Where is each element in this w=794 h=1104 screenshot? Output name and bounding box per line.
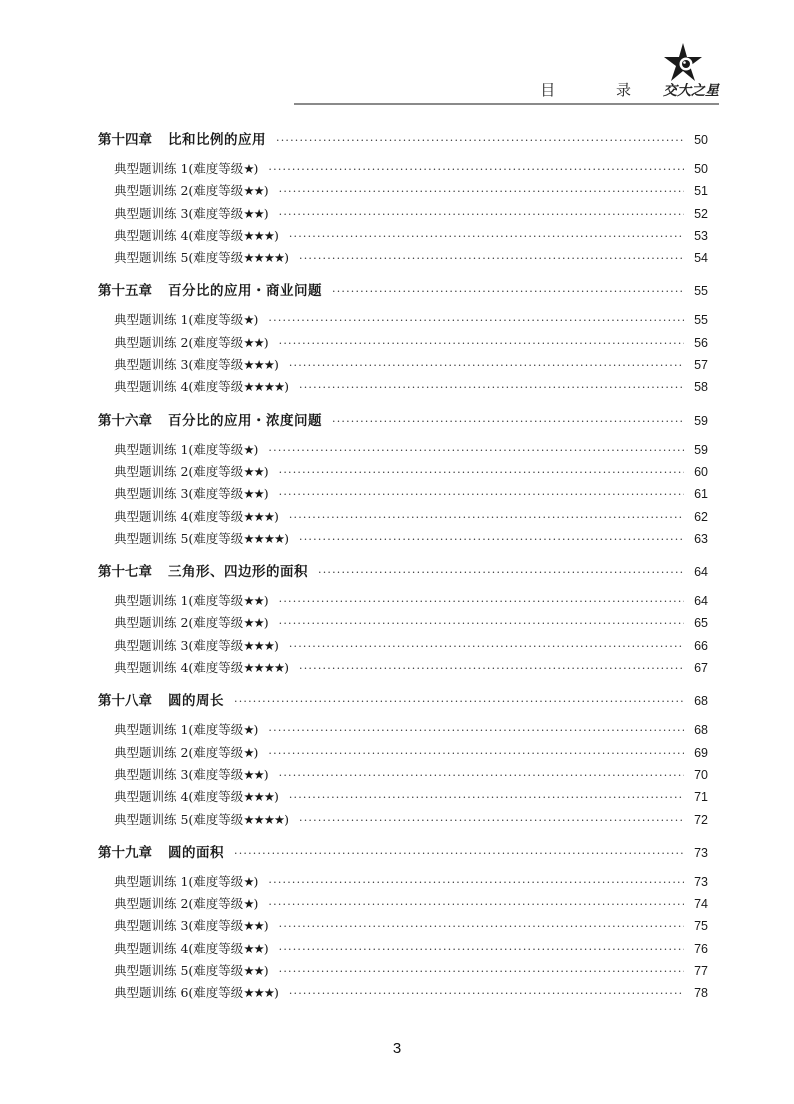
exercise-label-close: ) [253,722,259,738]
dot-leader [279,591,684,613]
exercise-entry[interactable] [98,354,708,376]
chapter-page-number: 64 [694,565,708,580]
dot-leader [289,226,684,248]
exercise-entry[interactable] [98,742,708,764]
exercise-page-number: 68 [694,723,708,738]
dot-leader [299,810,684,832]
dot-leader [279,613,684,635]
page-number: 3 [392,1040,402,1057]
exercise-page-number: 56 [694,335,708,350]
dot-leader [268,872,684,894]
chapter-entry[interactable] [98,409,708,433]
dot-leader [279,939,684,961]
exercise-entry[interactable] [98,590,708,612]
exercise-label-close: ) [273,227,279,243]
chapter-number: 第十八章 [98,693,152,710]
exercise-page-number: 74 [694,897,708,912]
dot-leader [289,507,684,529]
dot-leader [268,159,684,181]
exercise-label-close: ) [263,486,269,502]
exercise-label-close: ) [284,811,290,827]
exercise-label: 典型题训练 4(难度等级 [114,227,244,243]
exercise-label: 典型题训练 1(难度等级 [114,873,244,889]
difficulty-stars: ★★★ [243,227,274,243]
exercise-page-number: 76 [694,941,708,956]
chapter-page-number: 59 [694,413,708,428]
exercise-entry[interactable] [98,938,708,960]
dot-leader [332,280,684,304]
exercise-page-number: 54 [694,251,708,266]
dot-leader [268,894,684,916]
dot-leader [234,842,684,866]
table-of-contents [98,128,708,1015]
page-header [0,0,794,110]
chapter-title: 三角形、四边形的面积 [168,564,308,581]
header-title: 目 录 [540,81,659,99]
exercise-label-close: ) [253,873,259,889]
dot-leader [299,658,684,680]
chapter-block [98,409,708,550]
exercise-entry[interactable] [98,247,708,269]
chapter-entry[interactable] [98,560,708,584]
exercise-entry[interactable] [98,612,708,634]
chapter-block [98,279,708,398]
dot-leader [279,916,684,938]
exercise-entry[interactable] [98,871,708,893]
exercise-page-number: 57 [694,358,708,373]
chapter-number: 第十七章 [98,564,152,581]
exercise-label-close: ) [273,789,279,805]
exercise-entry[interactable] [98,180,708,202]
exercise-page-number: 78 [694,986,708,1001]
chapter-entry[interactable] [98,689,708,713]
exercise-label-close: ) [253,896,259,912]
exercise-page-number: 50 [694,162,708,176]
difficulty-stars: ★★ [243,593,264,609]
chapter-page-number: 50 [694,133,708,147]
chapter-block [98,128,708,269]
dot-leader [268,310,684,332]
difficulty-stars: ★★ [243,183,264,199]
exercise-page-number: 52 [694,206,708,221]
exercise-entry[interactable] [98,764,708,786]
dot-leader [299,529,684,551]
exercise-entry[interactable] [98,203,708,225]
difficulty-stars: ★★ [243,940,264,956]
exercise-label: 典型题训练 2(难度等级 [114,896,244,912]
exercise-entry[interactable] [98,657,708,679]
exercise-label-close: ) [273,637,279,653]
dot-leader [279,204,684,226]
exercise-label: 典型题训练 3(难度等级 [114,357,244,373]
difficulty-stars: ★ [243,312,254,328]
exercise-page-number: 60 [694,464,708,479]
dot-leader [289,983,684,1005]
dot-leader [289,355,684,377]
exercise-label-close: ) [253,744,259,760]
chapter-title: 比和比例的应用 [168,132,266,148]
exercise-page-number: 53 [694,228,708,243]
exercise-label: 典型题训练 5(难度等级 [114,250,244,266]
exercise-entry[interactable] [98,376,708,398]
exercise-page-number: 67 [694,661,708,676]
chapter-page-number: 68 [694,694,708,709]
exercise-label: 典型题训练 2(难度等级 [114,744,244,760]
difficulty-stars: ★★★★ [243,379,285,395]
exercise-label-close: ) [284,530,290,546]
difficulty-stars: ★ [243,744,254,760]
chapter-title: 百分比的应用・浓度问题 [168,412,322,429]
difficulty-stars: ★★ [243,615,264,631]
star-eye-logo-icon [662,42,704,82]
difficulty-stars: ★★★ [243,789,274,805]
exercise-label-close: ) [253,441,259,457]
exercise-label-close: ) [284,379,290,395]
chapter-number: 第十六章 [98,412,152,429]
difficulty-stars: ★★ [243,766,264,782]
exercise-page-number: 69 [694,745,708,760]
difficulty-stars: ★★★★ [243,811,285,827]
exercise-entry[interactable] [98,893,708,915]
exercise-label: 典型题训练 3(难度等级 [114,766,244,782]
dot-leader [268,720,684,742]
exercise-entry[interactable] [98,915,708,937]
exercise-page-number: 66 [694,638,708,653]
exercise-label: 典型题训练 3(难度等级 [114,918,244,934]
exercise-label: 典型题训练 2(难度等级 [114,183,244,199]
exercise-page-number: 71 [694,790,708,805]
exercise-entry[interactable] [98,786,708,808]
chapter-title: 百分比的应用・商业问题 [168,283,322,300]
exercise-page-number: 70 [694,767,708,782]
exercise-entry[interactable] [98,809,708,831]
exercise-entry[interactable] [98,635,708,657]
exercise-label-close: ) [284,250,290,266]
dot-leader [299,248,684,270]
exercise-label: 典型题训练 2(难度等级 [114,334,244,350]
exercise-label-close: ) [273,508,279,524]
difficulty-stars: ★★★★ [243,530,285,546]
chapter-number: 第十四章 [98,132,152,148]
exercise-entry[interactable] [98,225,708,247]
exercise-label-close: ) [263,918,269,934]
exercise-page-number: 77 [694,964,708,979]
chapter-block [98,841,708,1005]
exercise-entry[interactable] [98,982,708,1004]
exercise-label-close: ) [263,940,269,956]
difficulty-stars: ★★★ [243,637,274,653]
dot-leader [268,440,684,462]
exercise-label: 典型题训练 1(难度等级 [114,441,244,457]
exercise-entry[interactable] [98,461,708,483]
exercise-label: 典型题训练 2(难度等级 [114,615,244,631]
dot-leader [279,462,684,484]
dot-leader [279,961,684,983]
exercise-label-close: ) [263,205,269,221]
exercise-label-close: ) [263,463,269,479]
exercise-label: 典型题训练 1(难度等级 [114,722,244,738]
exercise-label-close: ) [263,963,269,979]
chapter-block [98,560,708,679]
exercise-page-number: 63 [694,531,708,546]
chapter-entry[interactable] [98,279,708,303]
exercise-label-close: ) [263,183,269,199]
exercise-page-number: 58 [694,380,708,395]
exercise-page-number: 62 [694,509,708,524]
dot-leader [279,181,684,203]
difficulty-stars: ★★ [243,963,264,979]
dot-leader [289,636,684,658]
exercise-entry[interactable] [98,439,708,461]
exercise-entry[interactable] [98,158,708,180]
difficulty-stars: ★★★★ [243,660,285,676]
exercise-page-number: 59 [694,442,708,457]
chapter-page-number: 73 [694,845,708,860]
difficulty-stars: ★ [243,873,254,889]
exercise-label: 典型题训练 4(难度等级 [114,940,244,956]
exercise-label: 典型题训练 5(难度等级 [114,811,244,827]
dot-leader [279,484,684,506]
difficulty-stars: ★ [243,896,254,912]
exercise-entry[interactable] [98,506,708,528]
exercise-label: 典型题训练 2(难度等级 [114,463,244,479]
difficulty-stars: ★★ [243,918,264,934]
difficulty-stars: ★★★★ [243,250,285,266]
difficulty-stars: ★★ [243,463,264,479]
chapter-entry[interactable] [98,841,708,865]
exercise-label: 典型题训练 1(难度等级 [114,312,244,328]
exercise-label: 典型题训练 6(难度等级 [114,985,244,1001]
brand-name: 交大之星 [663,83,719,99]
dot-leader [234,690,684,714]
chapter-page-number: 55 [694,284,708,299]
dot-leader [279,765,684,787]
exercise-entry[interactable] [98,960,708,982]
chapter-number: 第十五章 [98,283,152,300]
difficulty-stars: ★★ [243,486,264,502]
exercise-page-number: 65 [694,616,708,631]
difficulty-stars: ★★★ [243,508,274,524]
dot-leader [289,787,684,809]
exercise-label: 典型题训练 4(难度等级 [114,508,244,524]
chapter-block [98,689,708,830]
chapter-title: 圆的面积 [168,844,224,861]
exercise-label-close: ) [253,161,259,176]
chapter-entry[interactable] [98,128,708,152]
exercise-label: 典型题训练 1(难度等级 [114,161,244,176]
difficulty-stars: ★ [243,161,254,176]
exercise-page-number: 55 [694,313,708,328]
exercise-label: 典型题训练 5(难度等级 [114,530,244,546]
exercise-label: 典型题训练 3(难度等级 [114,637,244,653]
dot-leader [279,333,684,355]
difficulty-stars: ★★★ [243,357,274,373]
exercise-label-close: ) [284,660,290,676]
exercise-entry[interactable] [98,719,708,741]
exercise-label: 典型题训练 4(难度等级 [114,379,244,395]
exercise-label: 典型题训练 4(难度等级 [114,660,244,676]
difficulty-stars: ★★★ [243,985,274,1001]
dot-leader [268,743,684,765]
exercise-label-close: ) [273,357,279,373]
difficulty-stars: ★ [243,441,254,457]
exercise-label-close: ) [253,312,259,328]
exercise-label: 典型题训练 1(难度等级 [114,593,244,609]
exercise-label-close: ) [263,615,269,631]
dot-leader [332,410,684,434]
exercise-label-close: ) [263,334,269,350]
exercise-page-number: 61 [694,487,708,502]
dot-leader [276,129,684,153]
dot-leader [318,561,684,585]
exercise-page-number: 64 [694,594,708,609]
exercise-label-close: ) [273,985,279,1001]
chapter-number: 第十九章 [98,844,152,861]
difficulty-stars: ★★ [243,205,264,221]
exercise-label: 典型题训练 5(难度等级 [114,963,244,979]
exercise-entry[interactable] [98,528,708,550]
exercise-page-number: 51 [694,184,708,199]
header-divider [294,103,719,105]
exercise-label-close: ) [263,593,269,609]
exercise-entry[interactable] [98,332,708,354]
difficulty-stars: ★ [243,722,254,738]
exercise-label: 典型题训练 3(难度等级 [114,486,244,502]
exercise-page-number: 72 [694,812,708,827]
exercise-entry[interactable] [98,309,708,331]
exercise-page-number: 75 [694,919,708,934]
exercise-page-number: 73 [694,874,708,889]
exercise-label: 典型题训练 4(难度等级 [114,789,244,805]
chapter-title: 圆的周长 [168,693,224,710]
exercise-entry[interactable] [98,483,708,505]
exercise-label-close: ) [263,766,269,782]
exercise-label: 典型题训练 3(难度等级 [114,205,244,221]
dot-leader [299,377,684,399]
difficulty-stars: ★★ [243,334,264,350]
